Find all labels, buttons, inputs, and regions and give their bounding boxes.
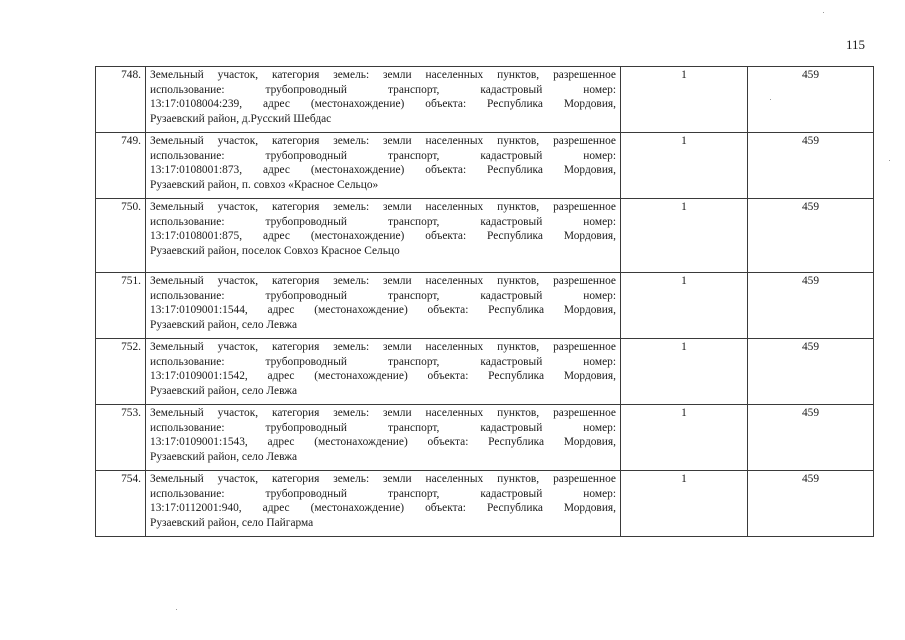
row-quantity: 1 (621, 339, 748, 405)
description-line: 13:17:0108001:875, адрес (местонахождение) объекта: Республика Мордовия, (150, 230, 616, 243)
description-line: 13:17:0109001:1542, адрес (местонахождение) объекта: Республика Мордовия, (150, 370, 616, 383)
row-number: 750. (96, 199, 146, 273)
row-description (146, 405, 621, 471)
row-number: 749. (96, 133, 146, 199)
description-line: Земельный участок, категория земель: земли населенных пунктов, разрешенное (150, 407, 616, 419)
description-line: Земельный участок, категория земель: земли населенных пунктов, разрешенное (150, 275, 616, 287)
row-quantity: 1 (621, 133, 748, 199)
row-quantity: 1 (621, 199, 748, 273)
row-description (146, 133, 621, 199)
row-description (146, 471, 621, 537)
scan-speck (823, 12, 824, 13)
row-value: 459 (748, 199, 874, 273)
table-row (96, 133, 874, 199)
row-quantity: 1 (621, 273, 748, 339)
description-line: использование: трубопроводный транспорт, кадастровый номер: (150, 215, 616, 228)
description-line: Земельный участок, категория земель: земли населенных пунктов, разрешенное (150, 135, 616, 147)
table-row (96, 67, 874, 133)
description-line: использование: трубопроводный транспорт, кадастровый номер: (150, 83, 616, 96)
scan-speck (889, 160, 890, 161)
description-line: использование: трубопроводный транспорт, кадастровый номер: (150, 355, 616, 368)
row-number: 752. (96, 339, 146, 405)
description-line: использование: трубопроводный транспорт, кадастровый номер: (150, 421, 616, 434)
row-quantity: 1 (621, 471, 748, 537)
table-row (96, 405, 874, 471)
description-line: 13:17:0112001:940, адрес (местонахождение) объекта: Республика Мордовия, (150, 502, 616, 515)
scan-speck (770, 99, 771, 100)
table-row (96, 471, 874, 537)
property-registry-table (95, 66, 874, 537)
description-line: Земельный участок, категория земель: земли населенных пунктов, разрешенное (150, 69, 616, 81)
row-value: 459 (748, 273, 874, 339)
description-line: Рузаевский район, село Левжа (150, 318, 298, 331)
row-value: 459 (748, 405, 874, 471)
table-row (96, 339, 874, 405)
row-value: 459 (748, 133, 874, 199)
row-value: 459 (748, 67, 874, 133)
table-row (96, 273, 874, 339)
description-line: Рузаевский район, поселок Совхоз Красное Сельцо (150, 244, 400, 257)
page-number: 115 (846, 37, 866, 52)
row-number: 748. (96, 67, 146, 133)
description-line: 13:17:0109001:1544, адрес (местонахождение) объекта: Республика Мордовия, (150, 304, 616, 317)
description-line: Рузаевский район, д.Русский Шебдас (150, 112, 332, 125)
row-quantity: 1 (621, 67, 748, 133)
row-description (146, 67, 621, 133)
row-number: 753. (96, 405, 146, 471)
description-line: Земельный участок, категория земель: земли населенных пунктов, разрешенное (150, 341, 616, 353)
row-number: 751. (96, 273, 146, 339)
table-row (96, 199, 874, 273)
description-line: Рузаевский район, п. совхоз «Красное Сельцо» (150, 178, 379, 191)
row-description (146, 273, 621, 339)
description-line: 13:17:0109001:1543, адрес (местонахождение) объекта: Республика Мордовия, (150, 436, 616, 449)
description-line: использование: трубопроводный транспорт, кадастровый номер: (150, 487, 616, 500)
registry-table-body (96, 67, 874, 537)
description-line: использование: трубопроводный транспорт, кадастровый номер: (150, 149, 616, 162)
description-line: использование: трубопроводный транспорт, кадастровый номер: (150, 289, 616, 302)
description-line: 13:17:0108001:873, адрес (местонахождение) объекта: Республика Мордовия, (150, 164, 616, 177)
row-description (146, 339, 621, 405)
description-line: 13:17:0108004:239, адрес (местонахождение) объекта: Республика Мордовия, (150, 98, 616, 111)
row-value: 459 (748, 471, 874, 537)
row-quantity: 1 (621, 405, 748, 471)
row-description (146, 199, 621, 273)
row-value: 459 (748, 339, 874, 405)
description-line: Земельный участок, категория земель: земли населенных пунктов, разрешенное (150, 473, 616, 485)
description-line: Рузаевский район, село Пайгарма (150, 516, 314, 529)
scan-speck (176, 609, 177, 610)
description-line: Земельный участок, категория земель: земли населенных пунктов, разрешенное (150, 201, 616, 213)
row-number: 754. (96, 471, 146, 537)
description-line: Рузаевский район, село Левжа (150, 450, 298, 463)
description-line: Рузаевский район, село Левжа (150, 384, 298, 397)
